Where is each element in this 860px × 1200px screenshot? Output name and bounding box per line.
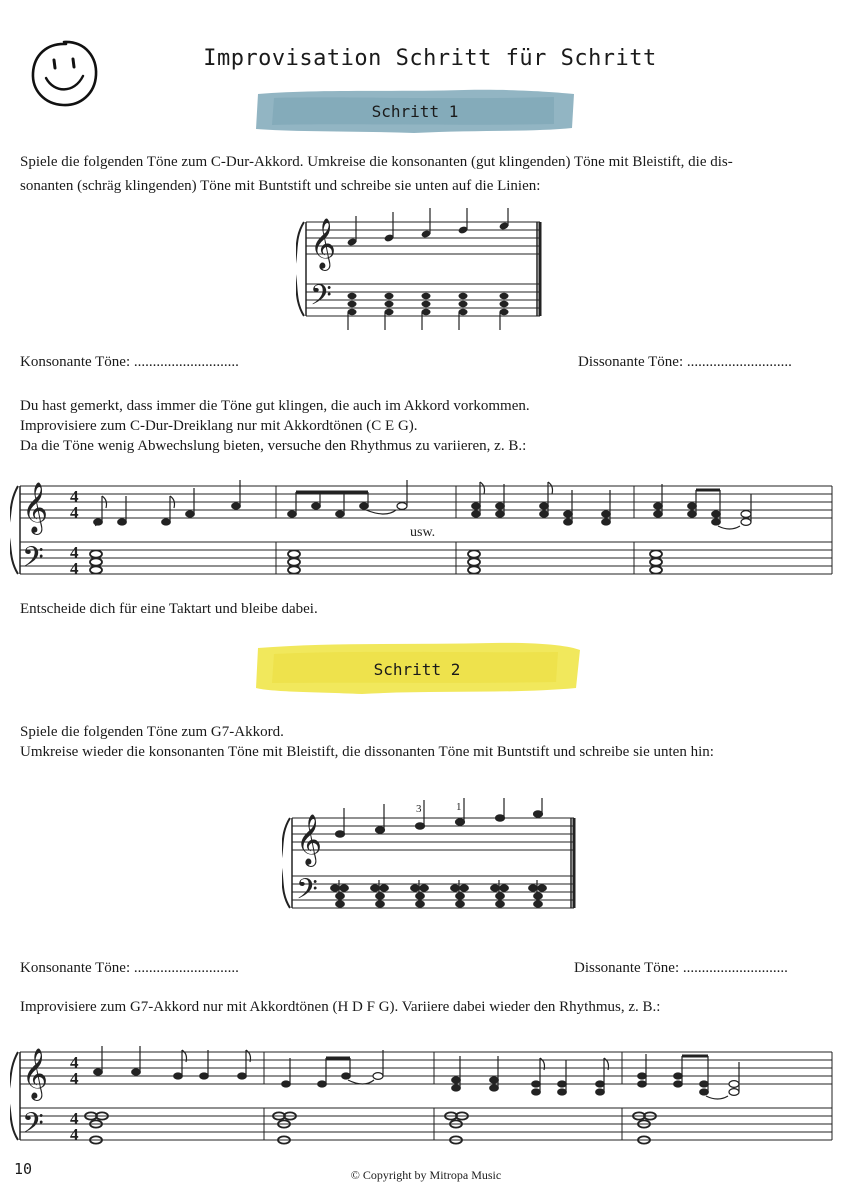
time-signature-top-bass: 4 <box>70 543 79 562</box>
step2-consonant-label: Konsonante Töne: ............................ <box>20 960 239 976</box>
fingering-3: 3 <box>416 803 422 815</box>
step1-instruction-line2: sonanten (schräg klingenden) Töne mit Buntstift und schreibe sie unten auf die Linien: <box>20 178 541 194</box>
time-signature-top: 4 <box>70 487 79 506</box>
step2-banner <box>252 640 582 696</box>
time-signature-bottom-bass: 4 <box>70 1125 79 1144</box>
step2-banner-label: Schritt 2 <box>373 660 461 679</box>
step2-dissonant-label: Dissonante Töne: ............................ <box>574 960 788 976</box>
svg-text:𝄢: 𝄢 <box>296 875 318 912</box>
copyright-footer: © Copyright by Mitropa Music <box>350 1168 502 1182</box>
step1-consonant-label: Konsonante Töne: ............................ <box>20 354 239 370</box>
music-staff-c-chord-tones <box>296 208 546 332</box>
page-number: 10 <box>14 1160 33 1178</box>
music-grand-staff-g7-rhythm <box>10 1036 834 1156</box>
step2-text-line1: Improvisiere zum G7-Akkord nur mit Akkordtönen (H D F G). Variiere dabei wieder den Rhythmus, z. B.: <box>20 999 661 1015</box>
time-signature-bottom-bass: 4 <box>70 559 79 578</box>
time-signature-top-bass: 4 <box>70 1109 79 1128</box>
step1-text-line3: Da die Töne wenig Abwechslung bieten, versuche den Rhythmus zu variieren, z. B.: <box>20 438 527 454</box>
step1-dissonant-label: Dissonante Töne: ............................ <box>578 354 792 370</box>
step1-banner-label: Schritt 1 <box>371 102 459 121</box>
step2-instruction-line1: Spiele die folgenden Töne zum G7-Akkord. <box>20 724 284 740</box>
step1-instruction-line1: Spiele die folgenden Töne zum C-Dur-Akkord. Umkreise die konsonanten (gut klingenden) Töne mit Bleistift, die dis- <box>20 154 733 170</box>
step1-banner <box>254 88 576 134</box>
page-title: Improvisation Schritt für Schritt <box>203 46 657 71</box>
fingering-1: 1 <box>456 801 462 813</box>
svg-text:𝄞: 𝄞 <box>296 815 323 864</box>
svg-text:𝄞: 𝄞 <box>22 483 49 532</box>
step1-after-text: Entscheide dich für eine Taktart und bleibe dabei. <box>20 601 318 617</box>
step1-text-line1: Du hast gemerkt, dass immer die Töne gut klingen, die auch im Akkord vorkommen. <box>20 398 530 414</box>
svg-text:𝄢: 𝄢 <box>22 1109 44 1146</box>
music-staff-g7-chord-tones <box>282 798 578 918</box>
svg-text:𝄢: 𝄢 <box>22 543 44 580</box>
time-signature-bottom: 4 <box>70 1069 79 1088</box>
svg-text:𝄞: 𝄞 <box>310 219 337 268</box>
svg-text:𝄞: 𝄞 <box>22 1049 49 1098</box>
time-signature-top: 4 <box>70 1053 79 1072</box>
svg-text:𝄢: 𝄢 <box>310 281 332 318</box>
time-signature-bottom: 4 <box>70 503 79 522</box>
music-grand-staff-c-rhythm <box>10 470 834 590</box>
usw-label: usw. <box>410 525 436 540</box>
step2-instruction-line2: Umkreise wieder die konsonanten Töne mit Bleistift, die dissonanten Töne mit Buntstift und schreibe sie unten hin: <box>20 744 714 760</box>
step1-text-line2: Improvisiere zum C-Dur-Dreiklang nur mit Akkordtönen (C E G). <box>20 418 418 434</box>
